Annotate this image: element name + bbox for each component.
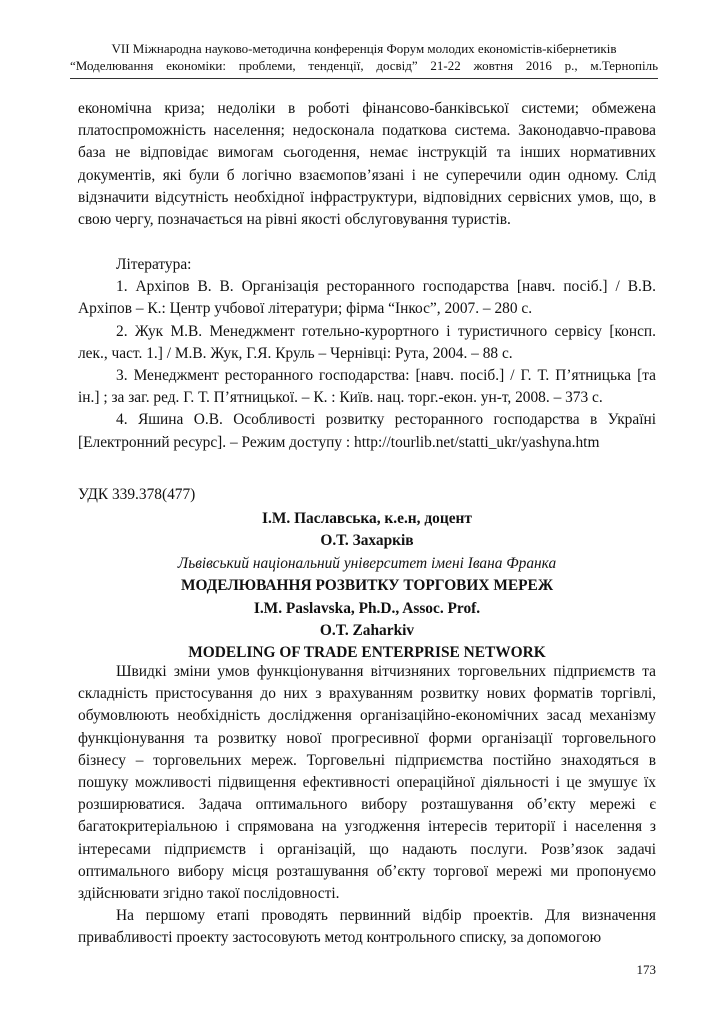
author2-ua: О.Т. Захарків xyxy=(320,532,414,550)
article-body xyxy=(78,661,656,950)
page-number: 173 xyxy=(636,962,656,977)
title-en: MODELING OF TRADE ENTERPRISE NETWORK xyxy=(188,644,546,662)
affiliation: Львівський національний університет імені Івана Франка xyxy=(177,554,557,572)
body-paragraph: Швидкі зміни умов функціонування вітчизняних торговельних підприємств та складність пристосування до них з врахуванням розвитку нових форматів торгівлі, обумовлюють необхідність дослідження організаційно-економічних засад механізму функціонування та розвитку нової прогресивної форми організації торговельного бізнесу – торговельних мереж. Торговельні підприємства постійно знаходяться в пошуку можливості підвищення ефективності операційної діяльності і це змушує їх розширюватися. Задача оптимального вибору розташування об’єкту мережі є багатокритеріальною і спрямована на узгодження інтересів території і населення з інтересами підприємств і організацій, що надають послуги. Розв’язок задачі оптимального вибору місця розташування об’єкту торгової мережі ми пропонуємо здійснювати згідно такої послідовності. xyxy=(78,663,656,903)
body-paragraph: На першому етапі проводять первинний відбір проектів. Для визначення привабливості проекту застосовують метод контрольного списку, за допомогою xyxy=(78,907,656,947)
header-title-date-line: “Моделювання економіки: проблеми, тенденції, досвід” 21-22 жовтня 2016 р., м.Тернопіль xyxy=(70,58,658,73)
article-title-block xyxy=(78,508,656,665)
reference-item: 4. Яшина О.В. Особливості розвитку ресторанного господарства в Україні [Електронний ресурс]. – Режим доступу : http://tourlib.net/statti_ukr/yashyna.htm xyxy=(78,411,656,451)
author2-en: O.T. Zaharkiv xyxy=(319,622,415,640)
literature-heading: Література: xyxy=(116,256,192,273)
reference-item: 1. Архіпов В. В. Організація ресторанного господарства [навч. посіб.] / В.В. Архіпов – К.: Центр учбової літератури; фірма “Інкос”, 2007. – 280 с. xyxy=(78,278,656,318)
author1-ua: І.М. Паславська, к.е.н, доцент xyxy=(262,510,472,527)
udc-code: УДК 339.378(477) xyxy=(78,486,196,503)
title-ua: МОДЕЛЮВАННЯ РОЗВИТКУ ТОРГОВИХ МЕРЕЖ xyxy=(180,577,554,595)
running-header xyxy=(70,40,658,74)
header-conference-line: VII Міжнародна науково-методична конференція Форум молодих економістів-кібернетиків xyxy=(111,41,617,56)
literature-section xyxy=(78,254,656,454)
reference-item: 2. Жук М.В. Менеджмент готельно-курортного і туристичного сервісу [консп. лек., част. 1.] / М.В. Жук, Г.Я. Круль – Чернівці: Рута, 2004. – 88 с. xyxy=(78,322,656,362)
header-divider xyxy=(70,78,658,79)
previous-article-ending xyxy=(78,98,656,231)
reference-item: 3. Менеджмент ресторанного господарства: [навч. посіб.] / Г. Т. П’ятницька [та ін.] ; за заг. ред. Г. Т. П’ятницької. – К. : Київ. нац. торг.-екон. ун-т, 2008. – 373 с. xyxy=(78,367,656,407)
closing-paragraph: економічна криза; недоліки в роботі фінансово-банківської системи; обмежена платоспроможність населення; недосконала податкова система. Законодавчо-правова база не відповідає вимогам сьогодення, немає інструкцій та інших нормативних документів, які були б логічно взаємопов’язані і не суперечили один одному. Слід відзначити відсутність необхідної інфраструктури, відповідних сервісних умов, що, в свою чергу, позначається на рівні якості обслуговування туристів. xyxy=(78,100,656,229)
author1-en: I.M. Paslavska, Ph.D., Assoc. Prof. xyxy=(253,599,481,617)
